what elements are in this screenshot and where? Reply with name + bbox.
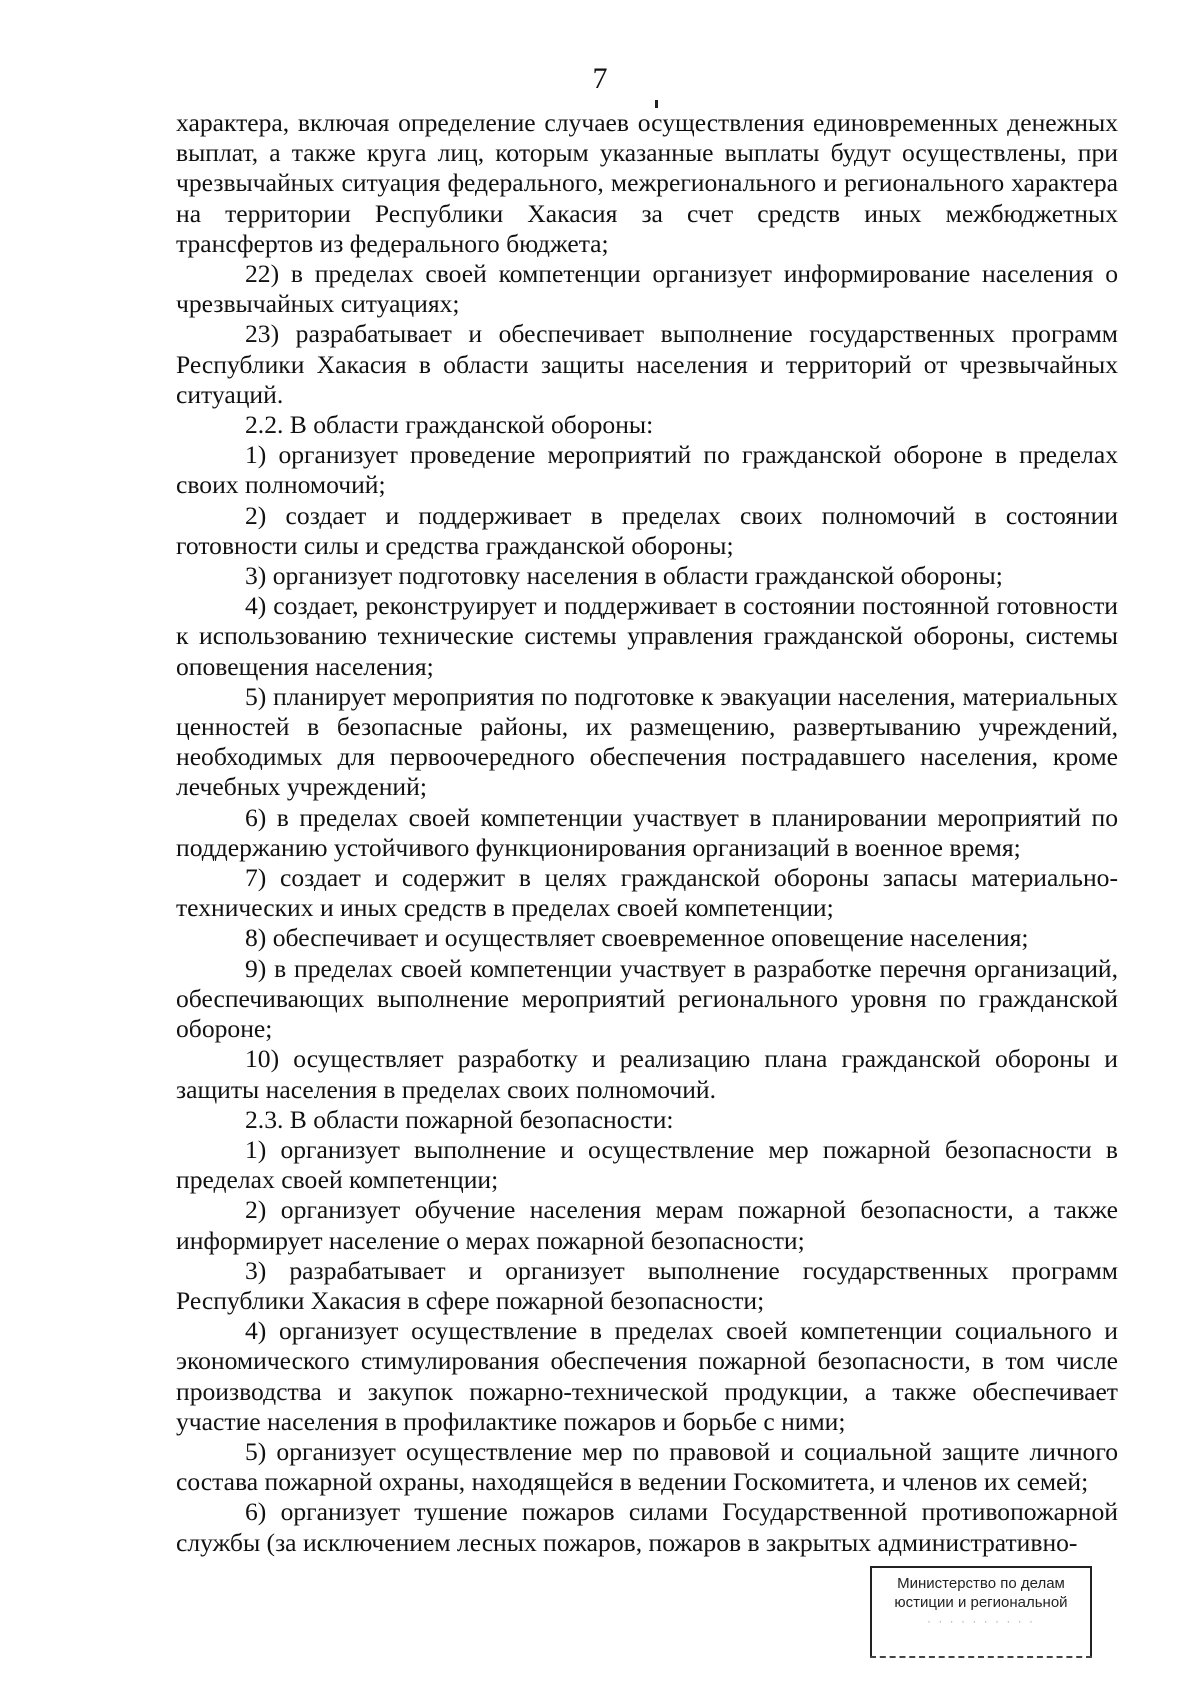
paragraph: 23) разрабатывает и обеспечивает выполнение государственных программ Республики Хакасия в области защиты населения и территорий от чрезвычайных ситуаций. [176, 319, 1118, 409]
page-number: 7 [592, 62, 608, 95]
paragraph: характера, включая определение случаев осуществления единовременных денежных выплат, а также круга лиц, которым указанные выплаты будут осуществлены, при чрезвычайных ситуация федерального, межрегионального и регионального характера на территории Республики Хакасия за счет средств иных межбюджетных трансфертов из федерального бюджета; [176, 108, 1118, 258]
paragraph: 4) создает, реконструирует и поддерживает в состоянии постоянной готовности к использованию технические системы управления гражданской обороны, системы оповещения населения; [176, 591, 1118, 681]
stamp-bottom-edge [870, 1654, 1092, 1658]
paragraph: 3) разрабатывает и организует выполнение государственных программ Республики Хакасия в сфере пожарной безопасности; [176, 1255, 1118, 1315]
paragraph: 5) планирует мероприятия по подготовке к эвакуации населения, материальных ценностей в безопасные районы, их размещению, развертыванию учреждений, необходимых для первоочередного обеспечения пострадавшего населения, кроме лечебных учреждений; [176, 681, 1118, 802]
paragraph: 2) создает и поддерживает в пределах своих полномочий в состоянии готовности силы и средства гражданской обороны; [176, 500, 1118, 560]
paragraph: 7) создает и содержит в целях гражданской обороны запасы материально-технических и иных средств в пределах своей компетенции; [176, 863, 1118, 923]
stamp-faint-line: · · · · · · · · · · [927, 1614, 1035, 1628]
paragraph: 6) организует тушение пожаров силами Государственной противопожарной службы (за исключением лесных пожаров, пожаров в закрытых административно- [176, 1497, 1118, 1557]
paragraph: 2) организует обучение населения мерам пожарной безопасности, а также информирует население о мерах пожарной безопасности; [176, 1195, 1118, 1255]
stamp-line: юстиции и региональной [894, 1594, 1068, 1611]
paragraph: 8) обеспечивает и осуществляет своевременное оповещение населения; [245, 923, 1029, 953]
paragraph: 6) в пределах своей компетенции участвует в планировании мероприятий по поддержанию устойчивого функционирования организаций в военное время; [176, 802, 1118, 862]
registration-stamp [870, 1566, 1092, 1658]
paragraph: 22) в пределах своей компетенции организует информирование населения о чрезвычайных ситуациях; [176, 259, 1118, 319]
paragraph: 5) организует осуществление мер по правовой и социальной защите личного состава пожарной охраны, находящейся в ведении Госкомитета, и членов их семей; [176, 1436, 1118, 1497]
section-heading: 2.3. В области пожарной безопасности: [245, 1104, 674, 1134]
paragraph: 3) организует подготовку населения в области гражданской обороны; [245, 561, 1003, 591]
scan-mark [655, 100, 658, 108]
paragraph: 1) организует проведение мероприятий по гражданской обороне в пределах своих полномочий; [176, 440, 1118, 500]
document-body [176, 108, 1118, 1558]
stamp-line: Министерство по делам [897, 1575, 1065, 1592]
paragraph: 9) в пределах своей компетенции участвует в разработке перечня организаций, обеспечивающих выполнение мероприятий регионального уровня по гражданской обороне; [176, 953, 1118, 1044]
paragraph: 4) организует осуществление в пределах своей компетенции социального и экономического стимулирования обеспечения пожарной безопасности, в том числе производства и закупок пожарно-технической продукции, а также обеспечивает участие населения в профилактике пожаров и борьбе с ними; [176, 1316, 1118, 1436]
section-heading: 2.2. В области гражданской обороны: [245, 410, 654, 440]
paragraph: 1) организует выполнение и осуществление мер пожарной безопасности в пределах своей компетенции; [176, 1134, 1118, 1195]
paragraph: 10) осуществляет разработку и реализацию плана гражданской обороны и защиты населения в пределах своих полномочий. [176, 1044, 1118, 1104]
